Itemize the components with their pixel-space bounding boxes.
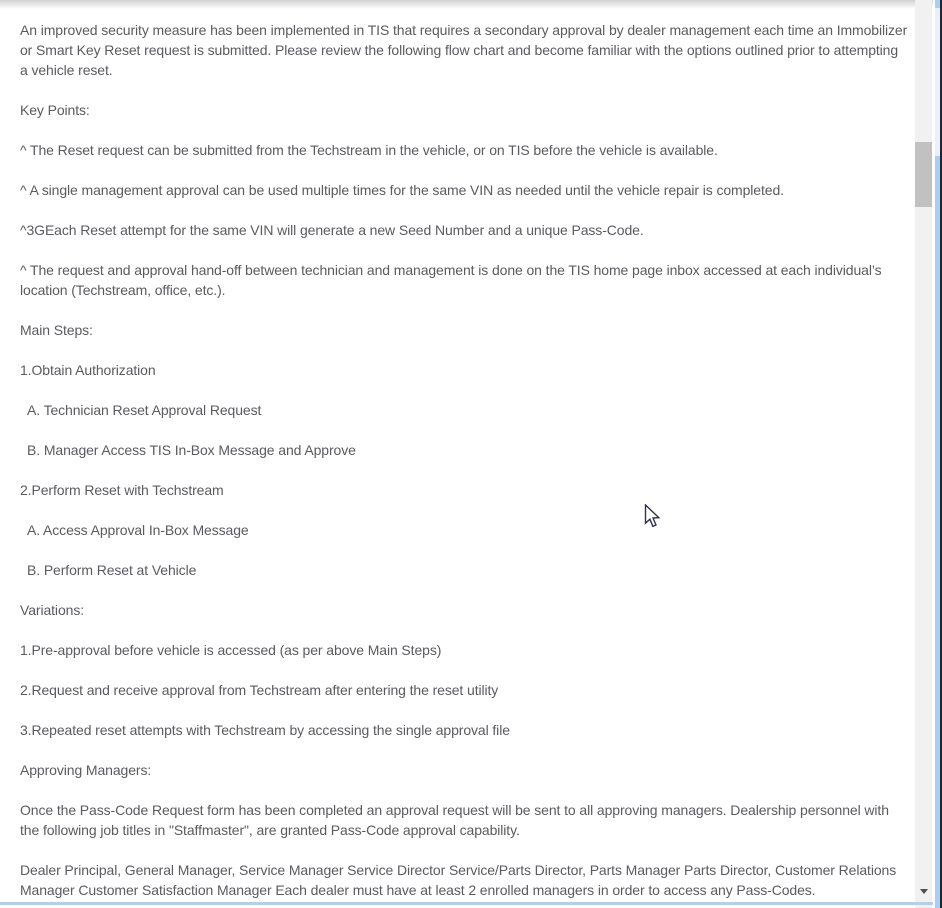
paragraph: Approving Managers:	[20, 762, 152, 778]
paragraph: 1.Obtain Authorization	[20, 362, 156, 378]
paragraph: An improved security measure has been implemented in TIS that requires a secondary approval by dealer management each time an Immobilizer or Smart Key Reset request is submitted. Please review the following flow chart and become familiar with the options outlined prior to attempting a vehicle reset.	[20, 22, 908, 78]
paragraph: ^ The request and approval hand-off between technician and management is done on the TIS home page inbox accessed at each individual’s location (Techstream, office, etc.).	[20, 262, 882, 298]
paragraph: ^ A single management approval can be used multiple times for the same VIN as needed until the vehicle repair is completed.	[20, 182, 784, 198]
vertical-scrollbar[interactable]	[915, 0, 932, 908]
paragraph: A. Access Approval In-Box Message	[27, 522, 249, 538]
paragraph: Main Steps:	[20, 322, 93, 338]
paragraph: Dealer Principal, General Manager, Service Manager Service Director Service/Parts Director, Parts Manager Parts Director, Customer Relations Manager Customer Satisfaction Manager Each dealer must have at least 2 enrolled managers in order to access any Pass-Codes.	[20, 862, 897, 898]
paragraph: 2.Perform Reset with Techstream	[20, 482, 224, 498]
paragraph: ^ The Reset request can be submitted from the Techstream in the vehicle, or on TIS before the vehicle is available.	[20, 142, 718, 158]
paragraph: 2.Request and receive approval from Techstream after entering the reset utility	[20, 682, 499, 698]
scroll-down-button[interactable]	[915, 884, 932, 898]
paragraph: B. Perform Reset at Vehicle	[27, 562, 197, 578]
scrollbar-thumb[interactable]	[915, 142, 932, 207]
window-bottom-border	[0, 902, 933, 905]
paragraph: 3.Repeated reset attempts with Techstream by accessing the single approval file	[20, 722, 510, 738]
paragraph: ^3GEach Reset attempt for the same VIN will generate a new Seed Number and a unique Pass-Code.	[20, 222, 644, 238]
chevron-down-icon	[920, 889, 928, 894]
paragraph: A. Technician Reset Approval Request	[27, 402, 262, 418]
paragraph: 1.Pre-approval before vehicle is accessed (as per above Main Steps)	[20, 642, 442, 658]
paragraph: Key Points:	[20, 102, 90, 118]
paragraph: B. Manager Access TIS In-Box Message and Approve	[27, 442, 356, 458]
paragraph: Once the Pass-Code Request form has been completed an approval request will be sent to all approving managers. Dealership personnel with the following job titles in "Staffmaster", are granted Pass-Code approval capability.	[20, 802, 889, 838]
paragraph: Variations:	[20, 602, 85, 618]
